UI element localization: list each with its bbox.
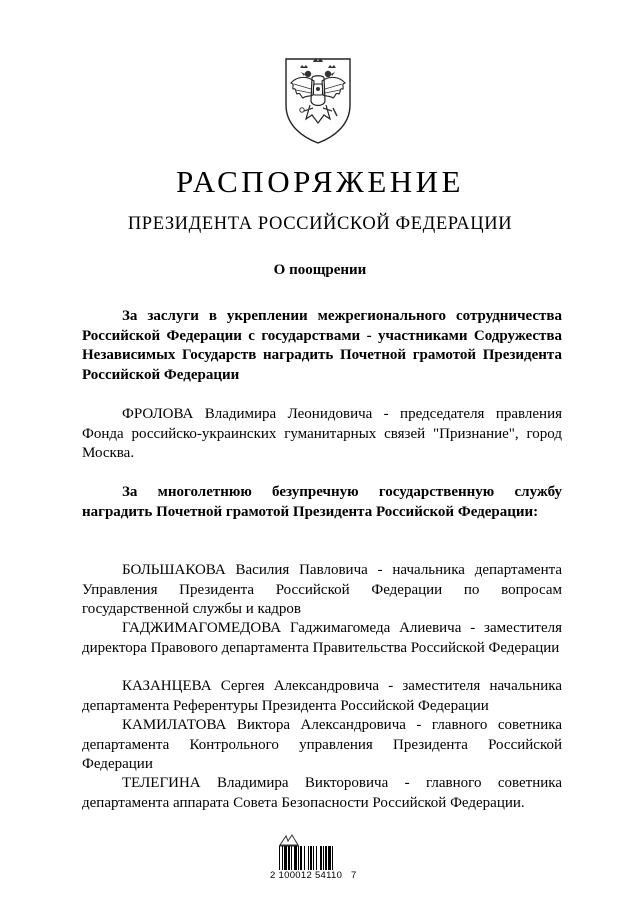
document-title: РАСПОРЯЖЕНИЕ — [176, 164, 464, 199]
awardee-kazantsev: КАЗАНЦЕВА Сергея Александровича - заместителя начальника департамента Референтуры Президента Российской Федерации — [82, 678, 562, 714]
awardee-gadzhimagomedov: ГАДЖИМАГОМЕДОВА Гаджимагомеда Алиевича - заместителя директора Правового департамента Правительства Российской Федерации — [82, 620, 562, 656]
barcode-bar — [313, 846, 314, 870]
barcode-icon — [279, 846, 357, 870]
awardee-telegin: ТЕЛЕГИНА Владимира Викторовича - главного советника департамента аппарата Совета Безопасности Российской Федерации. — [82, 775, 562, 811]
barcode-bar — [323, 846, 324, 870]
barcode-bar — [310, 846, 312, 870]
awardee-frolov: ФРОЛОВА Владимира Леонидовича - председателя правления Фонда российско-украинских гуманитарных связей "Признание", город Москва. — [82, 406, 562, 461]
barcode-bar — [300, 846, 302, 870]
barcode-bar — [316, 846, 317, 870]
awardee-bolshakov: БОЛЬШАКОВА Василия Павловича - начальника департамента Управления Президента Российской Федерации по вопросам государственной службы и кадров — [82, 562, 562, 617]
decree-paragraph-1: За заслуги в укреплении межрегионального сотрудничества Российской Федерации с государствами - участниками Содружества Независимых Государств наградить Почетной грамотой Президента Российской Федерации — [82, 308, 562, 383]
publisher-logo-icon — [278, 833, 300, 847]
decree-paragraph-2: За многолетнюю безупречную государственную службу наградить Почетной грамотой Президента Российской Федерации: — [82, 484, 562, 520]
barcode-bar — [279, 846, 280, 870]
barcode-bar — [298, 846, 299, 870]
barcode-bar — [332, 846, 333, 870]
document-heading: О поощрении — [273, 262, 367, 278]
barcode-bar — [325, 846, 327, 870]
barcode-bar — [291, 846, 292, 870]
barcode-bar — [320, 846, 322, 870]
document-subtitle: ПРЕЗИДЕНТА РОССИЙСКОЙ ФЕДЕРАЦИИ — [127, 214, 513, 234]
barcode-bar — [328, 846, 331, 870]
barcode-number: 2 100012 54110 7 — [270, 870, 357, 881]
barcode-bar — [304, 846, 305, 870]
awardee-kamilatov: КАМИЛАТОВА Виктора Александровича - главного советника департамента Контрольного управления Президента Российской Федерации — [82, 717, 562, 772]
barcode-bar — [288, 846, 290, 870]
coat-of-arms-icon — [280, 53, 356, 145]
barcode-bar — [294, 846, 297, 870]
barcode-bar — [308, 846, 309, 870]
barcode-bar — [284, 846, 287, 870]
barcode-bar — [282, 846, 283, 870]
